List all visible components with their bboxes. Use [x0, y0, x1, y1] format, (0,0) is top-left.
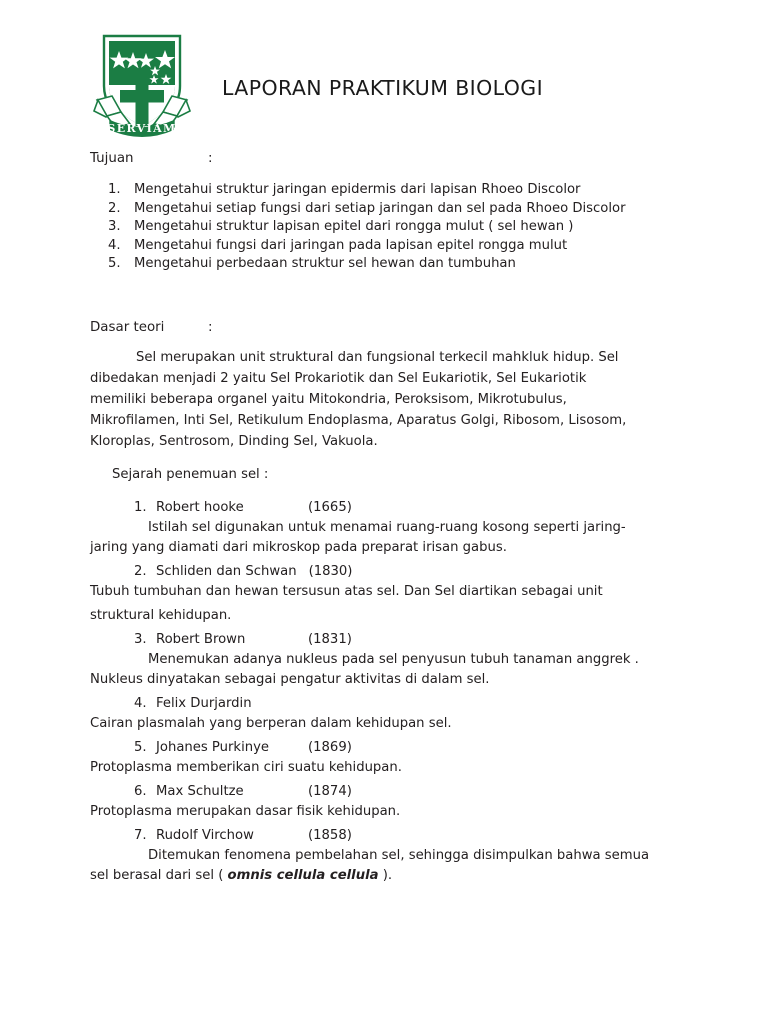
scientist-name: Felix Durjardin [156, 696, 252, 711]
document-header [0, 0, 768, 150]
list-item [90, 632, 690, 696]
sejarah-entry-header [90, 740, 690, 760]
list-item-number: 7. [134, 828, 147, 843]
scientist-name: Robert Brown [156, 632, 246, 647]
paragraph-line: dibedakan menjadi 2 yaitu Sel Prokariotik dan Sel Eukariotik, Sel Eukariotik [90, 371, 587, 386]
sejarah-entry-line: Protoplasma merupakan dasar fisik kehidupan. [90, 804, 401, 819]
list-item [108, 219, 708, 238]
list-item [108, 182, 708, 201]
list-item-number: 6. [134, 784, 147, 799]
sejarah-entry-line: Menemukan adanya nukleus pada sel penyusun tubuh tanaman anggrek . [148, 652, 639, 667]
sejarah-entry-line: struktural kehidupan. [90, 608, 232, 623]
list-item [108, 238, 708, 257]
discovery-year: (1869) [308, 740, 352, 755]
discovery-year: (1830) [308, 564, 353, 579]
dasar-teori-paragraph [90, 350, 676, 455]
list-item-text: Mengetahui perbedaan struktur sel hewan dan tumbuhan [134, 256, 516, 271]
serviam-school-crest-logo [88, 28, 196, 138]
list-item [90, 828, 690, 893]
sejarah-entry-line: Nukleus dinyatakan sebagai pengatur aktivitas di dalam sel. [90, 672, 490, 687]
sejarah-entry-header [90, 828, 690, 848]
list-item-number: 3. [108, 219, 121, 234]
sejarah-entry-line: Istilah sel digunakan untuk menamai ruang-ruang kosong seperti jaring- [148, 520, 626, 535]
list-item [90, 500, 690, 564]
sejarah-entry-header [90, 632, 690, 652]
scientist-name: Schliden dan Schwan [156, 564, 297, 579]
list-item [90, 696, 690, 740]
list-item [90, 564, 690, 632]
list-item-number: 1. [108, 182, 121, 197]
sejarah-entry-line: Ditemukan fenomena pembelahan sel, sehingga disimpulkan bahwa semua [148, 848, 650, 863]
paragraph-line: Sel merupakan unit struktural dan fungsional terkecil mahkluk hidup. Sel [136, 350, 619, 365]
dasar-teori-label-colon: : [208, 320, 213, 335]
list-item-text: Mengetahui struktur lapisan epitel dari rongga mulut ( sel hewan ) [134, 219, 574, 234]
page-title: LAPORAN PRAKTIKUM BIOLOGI [222, 76, 544, 100]
list-item [90, 740, 690, 784]
list-item [108, 256, 708, 275]
sejarah-entry-line: jaring yang diamati dari mikroskop pada preparat irisan gabus. [90, 540, 507, 555]
sejarah-list [90, 500, 690, 893]
discovery-year: (1874) [308, 784, 352, 799]
final-line-after: ). [378, 868, 393, 883]
sejarah-entry-line: Cairan plasmalah yang berperan dalam kehidupan sel. [90, 716, 452, 731]
tujuan-label-colon: : [208, 151, 213, 166]
dasar-teori-label-text: Dasar teori [90, 320, 165, 335]
scientist-name: Max Schultze [156, 784, 244, 799]
paragraph-line: Mikrofilamen, Inti Sel, Retikulum Endoplasma, Aparatus Golgi, Ribosom, Lisosom, [90, 413, 627, 428]
tujuan-list [108, 182, 708, 275]
sejarah-heading: Sejarah penemuan sel : [112, 467, 269, 482]
tujuan-label-text: Tujuan [90, 151, 134, 166]
scientist-name: Rudolf Virchow [156, 828, 254, 843]
paragraph-line: Kloroplas, Sentrosom, Dinding Sel, Vakuola. [90, 434, 378, 449]
tujuan-section-label [90, 151, 213, 166]
paragraph-line: memiliki beberapa organel yaitu Mitokondria, Peroksisom, Mikrotubulus, [90, 392, 567, 407]
sejarah-entry-header [90, 696, 690, 716]
list-item-number: 5. [134, 740, 147, 755]
list-item-number: 4. [108, 237, 121, 253]
list-item-number: 1. [134, 500, 147, 515]
list-item-number: 4. [134, 696, 147, 711]
final-line-before: sel berasal dari sel ( [90, 868, 228, 883]
scientist-name: Robert hooke [156, 500, 244, 515]
sejarah-entry-header [90, 564, 690, 584]
sejarah-entry-final-line [90, 868, 690, 893]
list-item-text: Mengetahui fungsi dari jaringan pada lapisan epitel rongga mulut [134, 237, 568, 253]
list-item-text: Mengetahui struktur jaringan epidermis dari lapisan Rhoeo Discolor [134, 182, 581, 197]
scientist-name: Johanes Purkinye [156, 740, 270, 755]
list-item-number: 2. [134, 564, 147, 579]
list-item-number: 5. [108, 256, 121, 271]
list-item-text: Mengetahui setiap fungsi dari setiap jaringan dan sel pada Rhoeo Discolor [134, 200, 626, 216]
list-item-number: 2. [108, 200, 121, 216]
sejarah-entry-line: Protoplasma memberikan ciri suatu kehidupan. [90, 760, 402, 775]
list-item [108, 201, 708, 220]
sejarah-entry-line: Tubuh tumbuhan dan hewan tersusun atas sel. Dan Sel diartikan sebagai unit [90, 584, 603, 599]
discovery-year: (1665) [308, 500, 352, 515]
latin-phrase: omnis cellula cellula [227, 868, 379, 883]
discovery-year: (1858) [308, 828, 352, 843]
sejarah-entry-header [90, 500, 690, 520]
discovery-year: (1831) [308, 632, 352, 647]
dasar-teori-section-label [90, 320, 213, 335]
list-item-number: 3. [134, 632, 147, 647]
crest-motto-text: SERVIAM [107, 122, 177, 135]
list-item [90, 784, 690, 828]
sejarah-entry-header [90, 784, 690, 804]
